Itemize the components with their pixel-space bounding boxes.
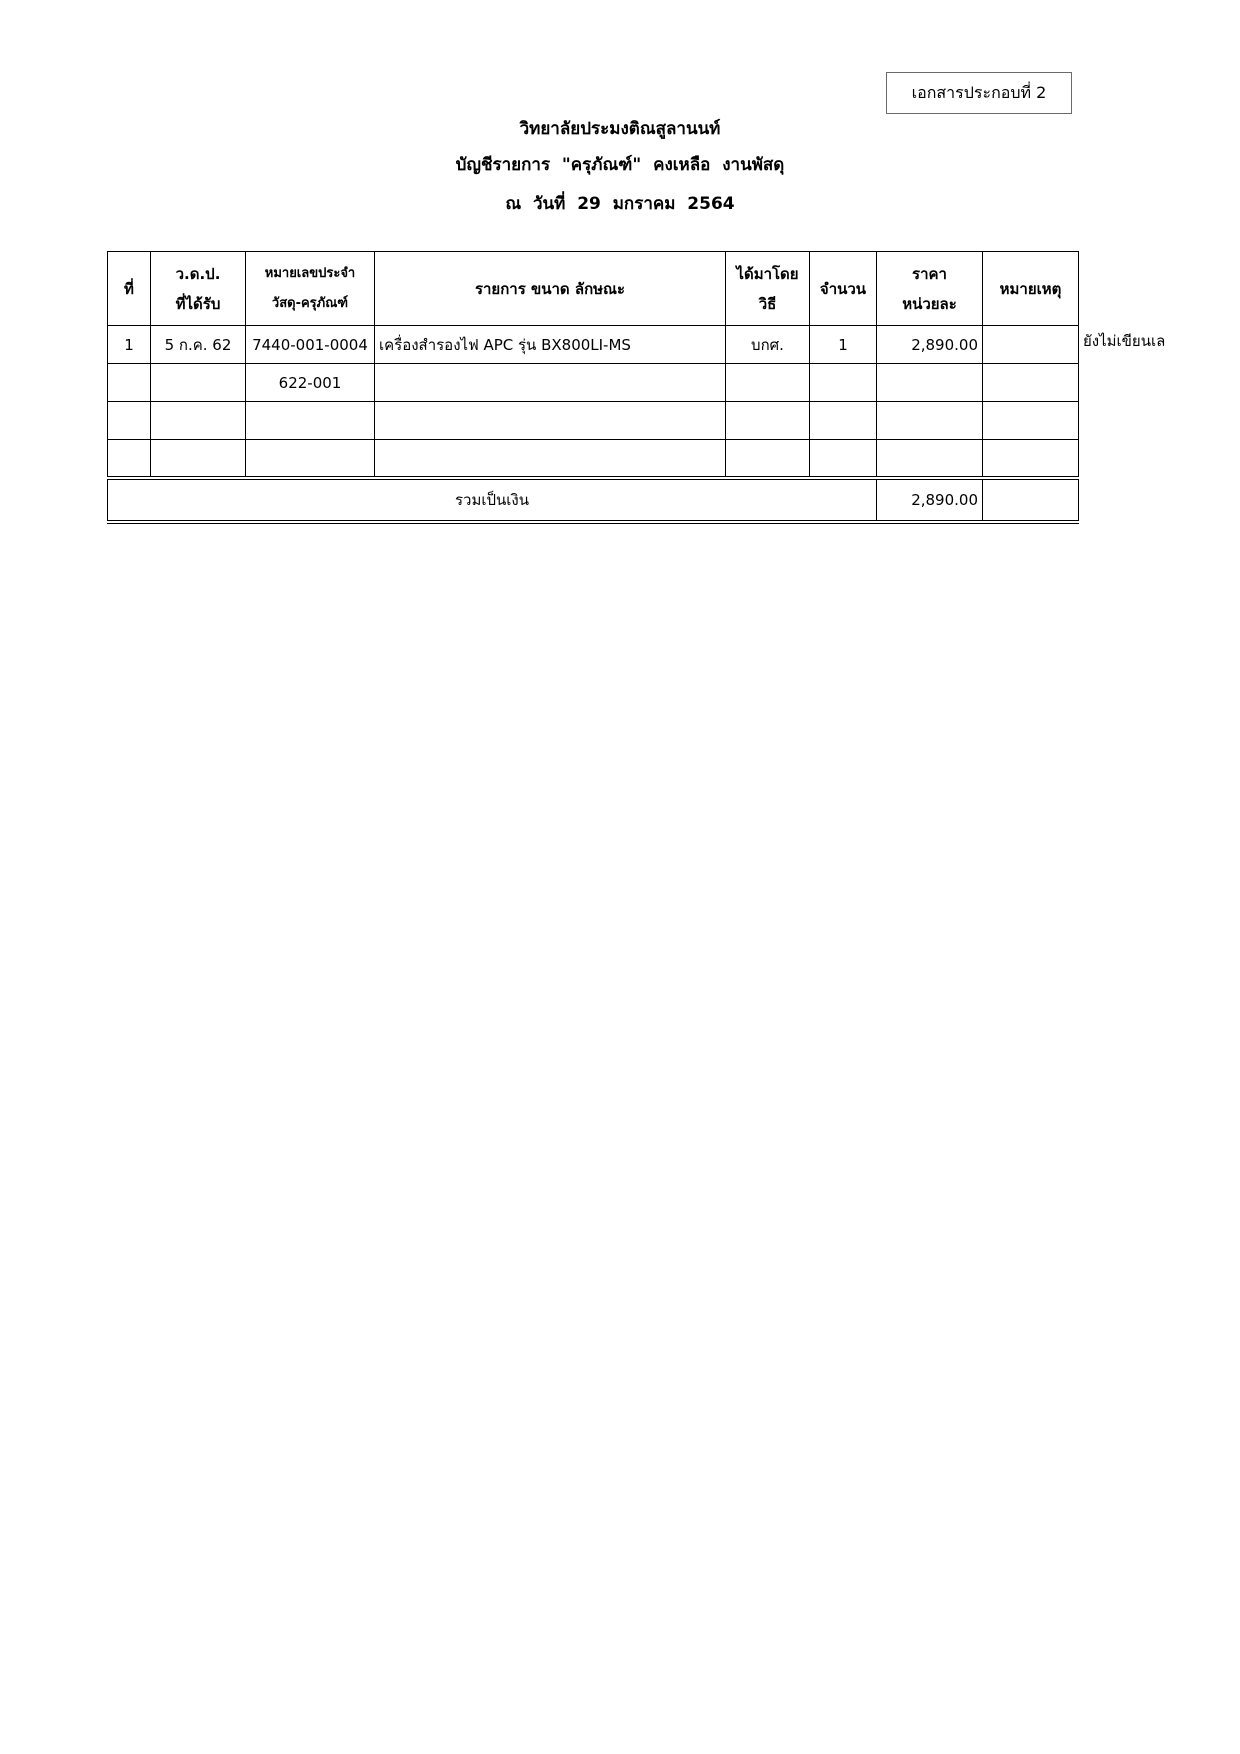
- cell-code: 622-001: [246, 364, 375, 402]
- header-date-received: ว.ด.ป. ที่ได้รับ: [151, 252, 246, 326]
- table-total-row: [108, 478, 1079, 522]
- cell-empty: [375, 402, 726, 440]
- cell-no: 1: [108, 326, 151, 364]
- cell-empty: [151, 440, 246, 478]
- inventory-table: [107, 251, 1079, 524]
- cell-remarks: [983, 326, 1079, 364]
- institution-name: วิทยาลัยประมงติณสูลานนท์: [519, 119, 721, 139]
- cell-quantity: 1: [810, 326, 877, 364]
- cell-date: 5 ก.ค. 62: [151, 326, 246, 364]
- cell-quantity: [810, 364, 877, 402]
- cell-description: [375, 364, 726, 402]
- table-row: [108, 326, 1079, 364]
- cell-empty: [246, 402, 375, 440]
- cell-price: [877, 364, 983, 402]
- header-description: รายการ ขนาด ลักษณะ: [375, 252, 726, 326]
- table-row: [108, 364, 1079, 402]
- total-amount: 2,890.00: [877, 478, 983, 522]
- cell-empty: [108, 402, 151, 440]
- cell-price: 2,890.00: [877, 326, 983, 364]
- cell-empty: [726, 440, 810, 478]
- table-row-empty: [108, 440, 1079, 478]
- cell-date: [151, 364, 246, 402]
- header-item-code: หมายเลขประจำ วัสดุ-ครุภัณฑ์: [246, 252, 375, 326]
- cell-description: เครื่องสำรองไฟ APC รุ่น BX800LI-MS: [375, 326, 726, 364]
- cell-empty: [810, 440, 877, 478]
- cell-remarks: [983, 364, 1079, 402]
- header-quantity: จำนวน: [810, 252, 877, 326]
- cell-empty: [810, 402, 877, 440]
- total-remarks-cell: [983, 478, 1079, 522]
- cell-empty: [877, 440, 983, 478]
- document-title: บัญชีรายการ "ครุภัณฑ์" คงเหลือ งานพัสดุ: [455, 155, 785, 175]
- cell-no: [108, 364, 151, 402]
- cell-empty: [983, 402, 1079, 440]
- header-unit-price: ราคา หน่วยละ: [877, 252, 983, 326]
- header-acquisition-method: ได้มาโดย วิธี: [726, 252, 810, 326]
- cell-empty: [726, 402, 810, 440]
- table-header-row: [108, 252, 1079, 326]
- cell-method: บกศ.: [726, 326, 810, 364]
- cell-empty: [151, 402, 246, 440]
- total-label: รวมเป็นเงิน: [108, 478, 877, 522]
- cell-method: [726, 364, 810, 402]
- table-row-empty: [108, 402, 1079, 440]
- cell-code: 7440-001-0004: [246, 326, 375, 364]
- cell-empty: [108, 440, 151, 478]
- cell-empty: [877, 402, 983, 440]
- document-reference-box: เอกสารประกอบที่ 2: [886, 72, 1072, 114]
- cell-empty: [246, 440, 375, 478]
- header-remarks: หมายเหตุ: [983, 252, 1079, 326]
- margin-note: ยังไม่เขียนเล: [1083, 332, 1166, 350]
- header-no: ที่: [108, 252, 151, 326]
- document-date: ณ วันที่ 29 มกราคม 2564: [505, 194, 735, 214]
- cell-empty: [375, 440, 726, 478]
- cell-empty: [983, 440, 1079, 478]
